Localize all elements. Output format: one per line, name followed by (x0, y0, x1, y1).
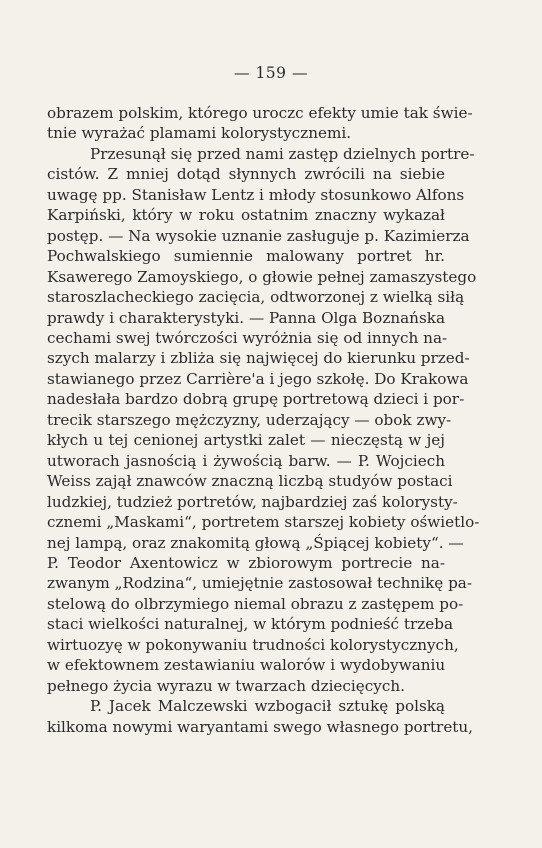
text-line: prawdy i charakterystyki. — Panna Olga Boznańska (47, 308, 445, 327)
text-line: kłych u tej cenionej artystki zalet — nieczęstą w jej (47, 431, 445, 450)
text-line: trecik starszego mężczyzny, uderzający — obok zwy- (47, 410, 452, 429)
text-line: Przesunął się przed nami zastęp dzielnych portre- (90, 144, 475, 163)
text-line: cznemi „Maskami“, portretem starszej kobiety oświetlo- (47, 513, 480, 532)
text-line: postęp. — Na wysokie uznanie zasługuje p. Kazimierza (47, 226, 470, 245)
text-line: staroszlacheckiego zacięcia, odtworzonej z wielką siłą (47, 288, 465, 307)
text-line: kilkoma nowymi waryantami swego własnego portretu, (47, 717, 474, 736)
page-number: — 159 — (234, 64, 308, 82)
text-line: cechami swej twórczości wyróżnia się od innych na- (47, 328, 448, 347)
text-line: zwanym „Rodzina“, umiejętnie zastosował technikę pa- (47, 574, 472, 593)
text-line: Ksawerego Zamoyskiego, o głowie pełnej zamaszystego (47, 267, 477, 286)
body-text (47, 103, 480, 737)
text-line: ludzkiej, tudzież portretów, najbardziej zaś kolorysty- (47, 492, 458, 511)
text-line: P. Teodor Axentowicz w zbiorowym portrecie na- (47, 553, 445, 572)
text-line: tnie wyrażać plamami kolorystycznemi. (47, 124, 352, 143)
text-line: w efektownem zestawianiu walorów i wydobywaniu (47, 656, 446, 675)
text-line: nadesłała bardzo dobrą grupę portretową dzieci i por- (47, 390, 465, 409)
text-line: obrazem polskim, którego uroczc efekty umie tak świe- (47, 104, 473, 122)
text-line: nej lampą, oraz znakomitą głową „Śpiącej kobiety“. — (47, 533, 464, 552)
text-line: P. Jacek Malczewski wzbogacił sztukę polską (90, 697, 445, 716)
text-line: Pochwalskiego sumiennie malowany portret hr. (47, 247, 445, 266)
text-line: wirtuozyę w pokonywaniu trudności kolorystycznych, (47, 635, 459, 654)
text-line: Karpiński, który w roku ostatnim znaczny wykazał (47, 206, 445, 225)
text-line: stawianego przez Carrière'a i jego szkołę. Do Krakowa (47, 369, 469, 388)
text-line: staci wielkości naturalnej, w którym podnieść trzeba (47, 615, 454, 634)
text-line: stelową do olbrzymiego niemal obrazu z zastępem po- (47, 594, 464, 613)
text-line: szych malarzy i zbliża się najwięcej do kierunku przed- (47, 349, 470, 368)
text-line: Weiss zajął znawców znaczną liczbą studyów postaci (47, 472, 453, 491)
text-line: uwagę pp. Stanisław Lentz i młody stosunkowo Alfons (47, 185, 465, 204)
text-line: cistów. Z mniej dotąd słynnych zwrócili na siebie (47, 165, 445, 184)
text-line: utworach jasnością i żywością barw. — P. Wojciech (47, 451, 445, 470)
text-line: pełnego życia wyrazu w twarzach dziecięcych. (47, 676, 405, 695)
